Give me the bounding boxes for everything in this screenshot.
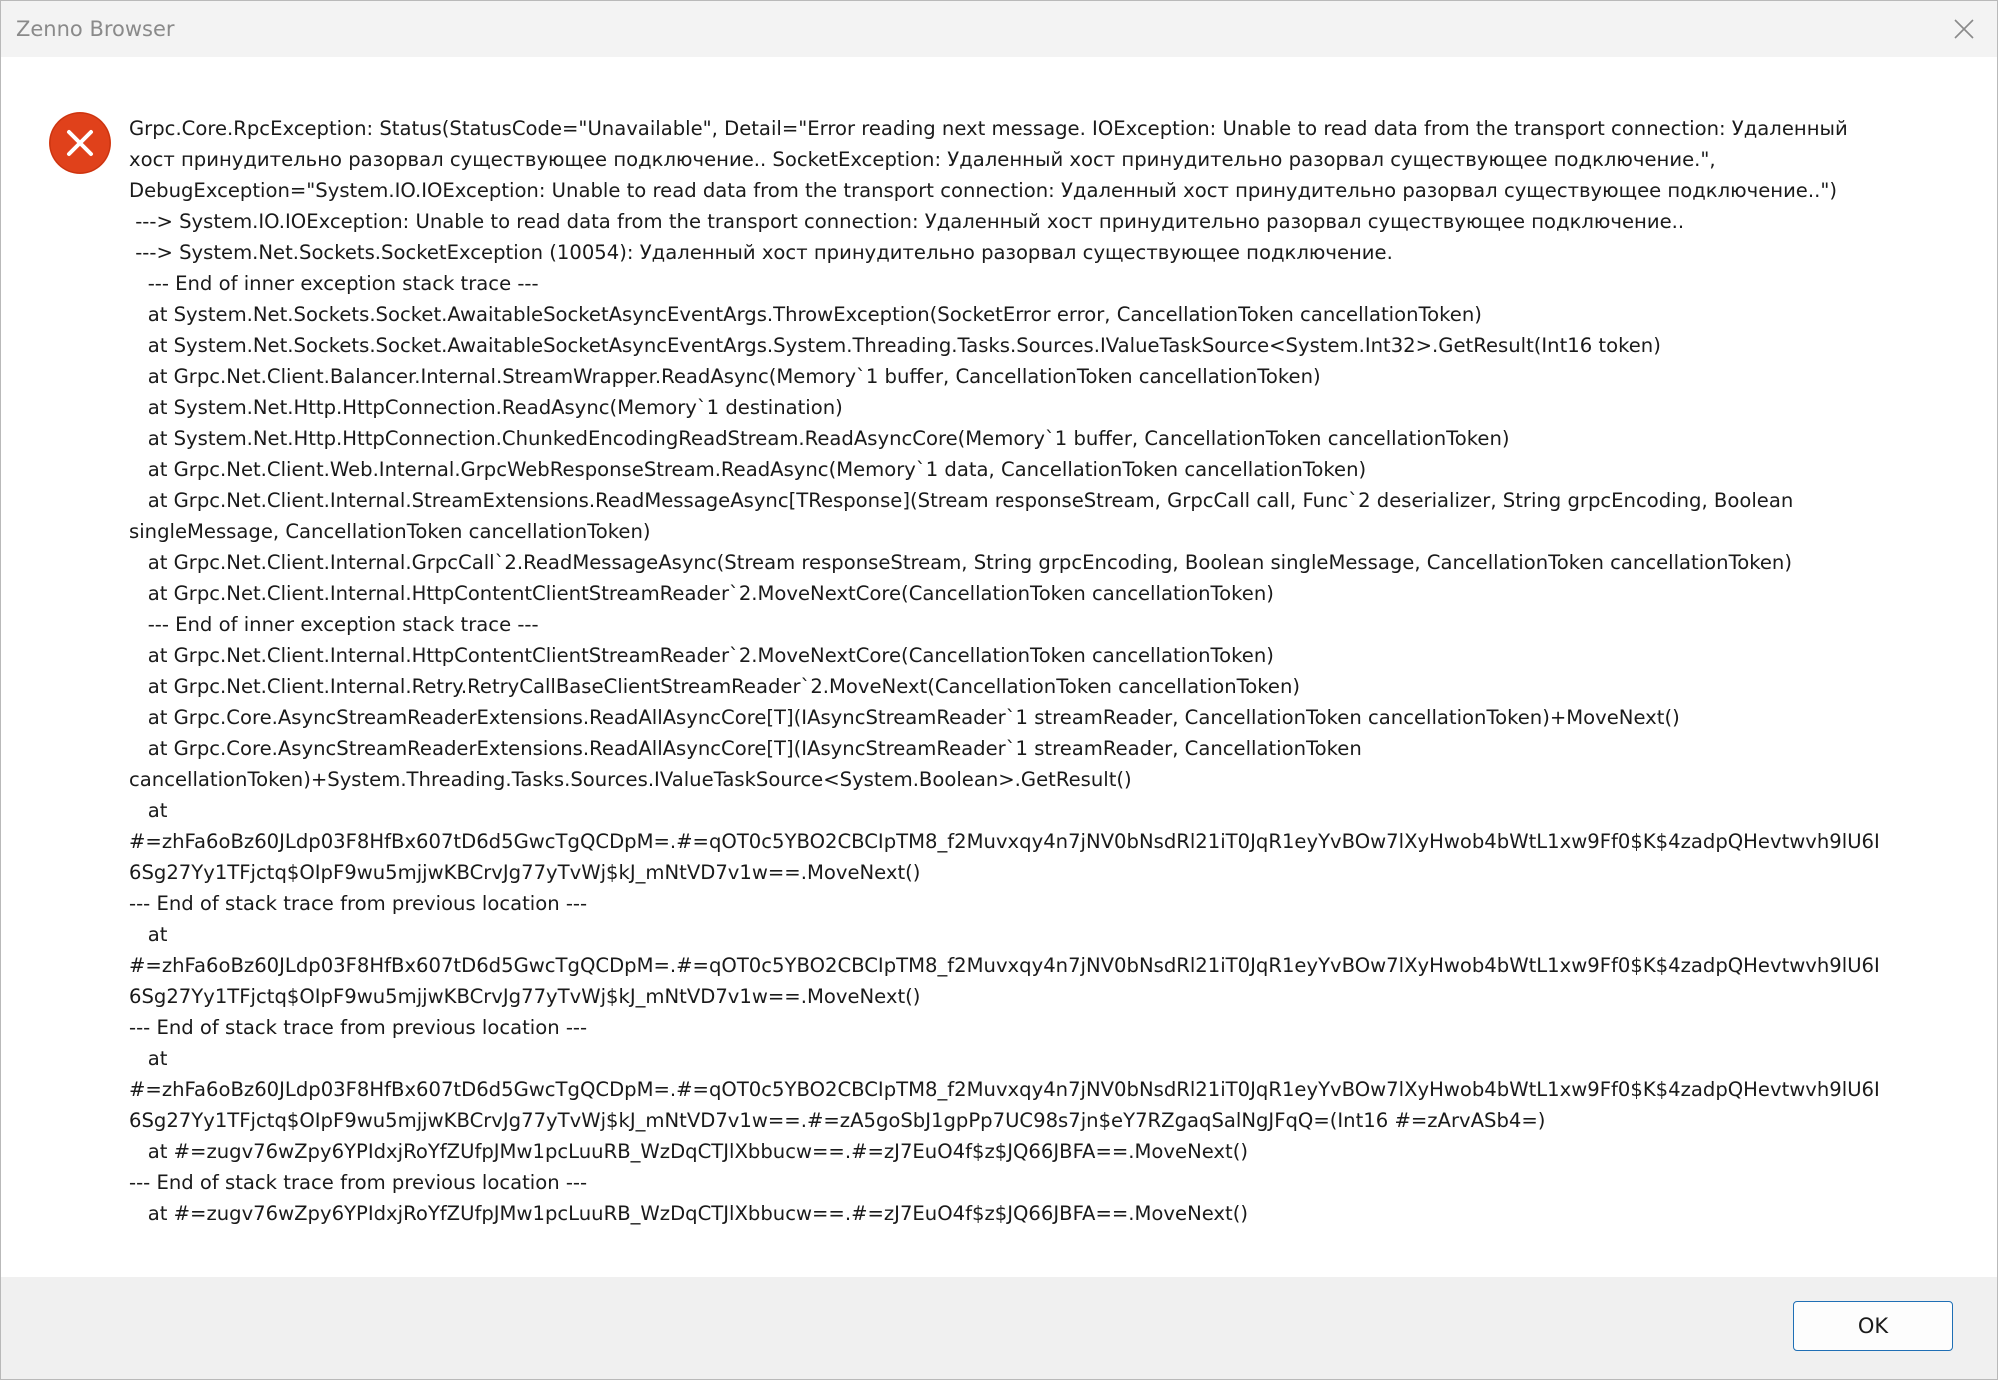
- error-message-line: at System.Net.Http.HttpConnection.ChunkedEncodingReadStream.ReadAsyncCore(Memory`1 buffer, CancellationToken cancellationToken): [129, 427, 1510, 450]
- ok-button[interactable]: OK: [1793, 1301, 1953, 1351]
- dialog-content: [1, 57, 1997, 1277]
- error-message-line: --- End of inner exception stack trace ---: [129, 272, 539, 295]
- error-message-line: Grpc.Core.RpcException: Status(StatusCode="Unavailable", Detail="Error reading next message. IOException: Unable to read data from the transport connection: Удаленный: [129, 117, 1848, 140]
- error-message-line: #=zhFa6oBz60JLdp03F8HfBx607tD6d5GwcTgQCDpM=.#=qOT0c5YBO2CBCIpTM8_f2Muvxqy4n7jNV0bNsdRl21iT0JqR1eyYvBOw7lXyHwob4bWtL1xw9Ff0$K$4zadpQHevtwvh9lU6I: [129, 1078, 1880, 1101]
- error-message-line: at Grpc.Core.AsyncStreamReaderExtensions.ReadAllAsyncCore[T](IAsyncStreamReader`1 streamReader, CancellationToken: [129, 737, 1362, 760]
- error-message-line: singleMessage, CancellationToken cancellationToken): [129, 520, 651, 543]
- error-message-line: 6Sg27Yy1TFjctq$OIpF9wu5mjjwKBCrvJg77yTvWj$kJ_mNtVD7v1w==.#=zA5goSbJ1gpPp7UC98s7jn$eY7RZgaqSalNgJFqQ=(Int16 #=zArvASb4=): [129, 1109, 1546, 1132]
- error-message-line: at Grpc.Net.Client.Internal.HttpContentClientStreamReader`2.MoveNextCore(CancellationToken cancellationToken): [129, 582, 1274, 605]
- error-message-line: ---> System.IO.IOException: Unable to read data from the transport connection: Удаленный хост принудительно разорвал существующее подключение..: [129, 210, 1685, 233]
- error-message-line: at: [129, 923, 168, 946]
- error-message-line: cancellationToken)+System.Threading.Tasks.Sources.IValueTaskSource<System.Boolean>.GetResult(): [129, 768, 1132, 791]
- error-message-line: at Grpc.Net.Client.Balancer.Internal.StreamWrapper.ReadAsync(Memory`1 buffer, CancellationToken cancellationToken): [129, 365, 1321, 388]
- error-message-line: 6Sg27Yy1TFjctq$OIpF9wu5mjjwKBCrvJg77yTvWj$kJ_mNtVD7v1w==.MoveNext(): [129, 985, 921, 1008]
- error-message-line: --- End of stack trace from previous location ---: [129, 1171, 588, 1194]
- error-message-line: at Grpc.Net.Client.Internal.StreamExtensions.ReadMessageAsync[TResponse](Stream responseStream, GrpcCall call, Func`2 deserializer, String grpcEncoding, Boolean: [129, 489, 1794, 512]
- close-button[interactable]: [1931, 1, 1997, 57]
- error-message-line: at #=zugv76wZpy6YPIdxjRoYfZUfpJMw1pcLuuRB_WzDqCTJlXbbucw==.#=zJ7EuO4f$z$JQ66JBFA==.MoveNext(): [129, 1140, 1248, 1163]
- error-message-line: #=zhFa6oBz60JLdp03F8HfBx607tD6d5GwcTgQCDpM=.#=qOT0c5YBO2CBCIpTM8_f2Muvxqy4n7jNV0bNsdRl21iT0JqR1eyYvBOw7lXyHwob4bWtL1xw9Ff0$K$4zadpQHevtwvh9lU6I: [129, 954, 1880, 977]
- error-message-line: at Grpc.Net.Client.Internal.GrpcCall`2.ReadMessageAsync(Stream responseStream, String grpcEncoding, Boolean singleMessage, CancellationToken cancellationToken): [129, 551, 1792, 574]
- error-message-line: 6Sg27Yy1TFjctq$OIpF9wu5mjjwKBCrvJg77yTvWj$kJ_mNtVD7v1w==.MoveNext(): [129, 861, 921, 884]
- error-message-line: at Grpc.Core.AsyncStreamReaderExtensions.ReadAllAsyncCore[T](IAsyncStreamReader`1 streamReader, CancellationToken cancellationToken)+MoveNext(): [129, 706, 1680, 729]
- error-message-line: --- End of stack trace from previous location ---: [129, 892, 588, 915]
- error-message-line: хост принудительно разорвал существующее подключение.. SocketException: Удаленный хост принудительно разорвал существующее подключение.",: [129, 148, 1716, 171]
- error-message-line: #=zhFa6oBz60JLdp03F8HfBx607tD6d5GwcTgQCDpM=.#=qOT0c5YBO2CBCIpTM8_f2Muvxqy4n7jNV0bNsdRl21iT0JqR1eyYvBOw7lXyHwob4bWtL1xw9Ff0$K$4zadpQHevtwvh9lU6I: [129, 830, 1880, 853]
- error-message-line: at System.Net.Sockets.Socket.AwaitableSocketAsyncEventArgs.ThrowException(SocketError error, CancellationToken cancellationToken): [129, 303, 1482, 326]
- error-message-line: at: [129, 1047, 168, 1070]
- close-icon: [1953, 18, 1975, 40]
- error-message-line: at Grpc.Net.Client.Web.Internal.GrpcWebResponseStream.ReadAsync(Memory`1 data, CancellationToken cancellationToken): [129, 458, 1367, 481]
- error-message-line: at #=zugv76wZpy6YPIdxjRoYfZUfpJMw1pcLuuRB_WzDqCTJlXbbucw==.#=zJ7EuO4f$z$JQ66JBFA==.MoveNext(): [129, 1202, 1248, 1225]
- error-message-line: at Grpc.Net.Client.Internal.HttpContentClientStreamReader`2.MoveNextCore(CancellationToken cancellationToken): [129, 644, 1274, 667]
- error-message-line: at: [129, 799, 168, 822]
- error-message-line: --- End of inner exception stack trace ---: [129, 613, 539, 636]
- error-message-line: DebugException="System.IO.IOException: Unable to read data from the transport connection: Удаленный хост принудительно разорвал существующее подключение.."): [129, 179, 1837, 202]
- error-message-line: ---> System.Net.Sockets.SocketException (10054): Удаленный хост принудительно разорвал существующее подключение.: [129, 241, 1393, 264]
- title-bar: [1, 1, 1997, 57]
- error-message: [129, 113, 1929, 1229]
- error-message-line: --- End of stack trace from previous location ---: [129, 1016, 588, 1039]
- error-message-line: at Grpc.Net.Client.Internal.Retry.RetryCallBaseClientStreamReader`2.MoveNext(CancellationToken cancellationToken): [129, 675, 1301, 698]
- error-message-line: at System.Net.Http.HttpConnection.ReadAsync(Memory`1 destination): [129, 396, 843, 419]
- window-title: Zenno Browser: [16, 17, 175, 41]
- error-message-line: at System.Net.Sockets.Socket.AwaitableSocketAsyncEventArgs.System.Threading.Tasks.Sources.IValueTaskSource<System.Int32>.GetResult(Int16 token): [129, 334, 1661, 357]
- error-x-icon: [48, 111, 112, 175]
- dialog-footer: [1, 1277, 1997, 1379]
